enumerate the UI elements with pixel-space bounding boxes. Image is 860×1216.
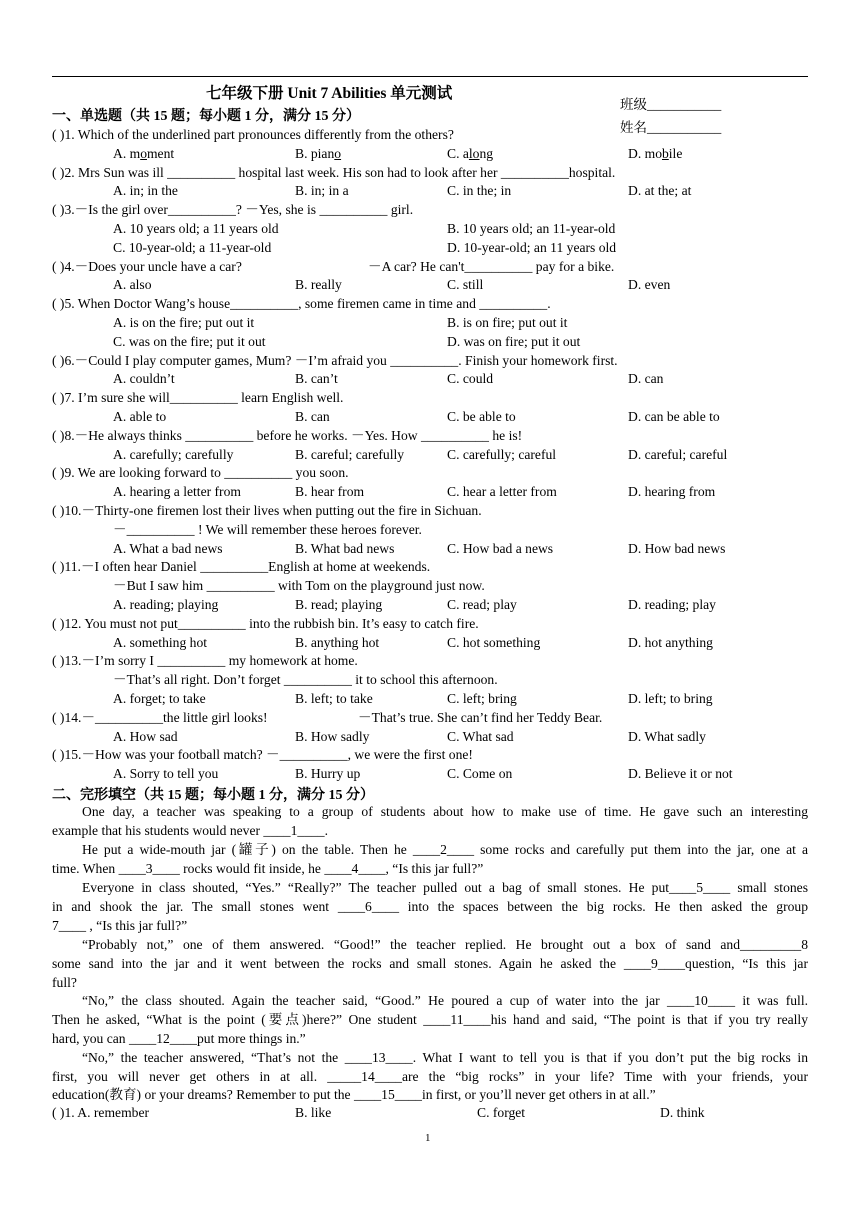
answer-option[interactable]: C. What sad bbox=[447, 728, 514, 744]
answer-option[interactable]: A. in; in the bbox=[113, 183, 178, 199]
answer-option[interactable]: A. able to bbox=[113, 409, 167, 424]
underlined-letters: b bbox=[661, 145, 669, 161]
answer-option[interactable]: C. in the; in bbox=[447, 183, 512, 199]
passage-line: full? bbox=[52, 975, 77, 990]
passage-line: “Probably not,” one of them answered. “Good!” the teacher replied. He brought out a box of sand and_________8 bbox=[82, 937, 808, 952]
question-stem[interactable]: ( )5. When Doctor Wang’s house__________, some firemen came in time and __________. bbox=[52, 296, 551, 312]
question-stem[interactable]: ( )8.－He always thinks __________ before he works. －Yes. How __________ he is! bbox=[52, 427, 523, 443]
underlined-letters: o bbox=[334, 145, 342, 161]
question-stem: －That’s true. She can’t find her Teddy Bear. bbox=[358, 709, 603, 725]
answer-option[interactable]: D. Believe it or not bbox=[628, 766, 733, 782]
passage-line: “No,” the class shouted. Again the teacher said, “Good.” He poured a cup of water into the jar ____10____ it was full. bbox=[82, 993, 808, 1008]
answer-option[interactable]: D. How bad news bbox=[628, 540, 726, 556]
question-stem[interactable]: ( )12. You must not put__________ into the rubbish bin. It’s easy to catch fire. bbox=[52, 615, 479, 631]
answer-option[interactable]: A. something hot bbox=[113, 634, 208, 650]
answer-option[interactable]: D. 10-year-old; an 11 years old bbox=[447, 239, 617, 255]
question-stem[interactable]: ( )3.－Is the girl over__________? －Yes, she is __________ girl. bbox=[52, 202, 414, 218]
answer-option[interactable]: B. read; playing bbox=[295, 597, 383, 612]
answer-option[interactable]: A. What a bad news bbox=[113, 540, 223, 556]
page-title: 七年级下册 Unit 7 Abilities 单元测试 bbox=[206, 85, 453, 102]
question-stem[interactable]: ( )10.－Thirty-one firemen lost their lives when putting out the fire in Sichuan. bbox=[52, 503, 482, 518]
answer-option[interactable]: B. left; to take bbox=[295, 691, 373, 706]
class-field[interactable]: 班级___________ bbox=[620, 97, 722, 112]
question-stem[interactable]: ( )13.－I’m sorry I __________ my homework at home. bbox=[52, 653, 358, 669]
page-number: 1 bbox=[425, 1132, 431, 1144]
answer-option[interactable]: C. be able to bbox=[447, 409, 516, 424]
answer-option[interactable]: A. forget; to take bbox=[113, 691, 206, 706]
answer-option[interactable]: B. piano bbox=[295, 145, 342, 161]
answer-option[interactable]: D. even bbox=[628, 277, 671, 293]
question-stem[interactable]: ( )15.－How was your football match? －__________, we were the first one! bbox=[52, 747, 473, 763]
cloze-option[interactable]: D. think bbox=[660, 1105, 705, 1120]
answer-option[interactable]: B. Hurry up bbox=[295, 766, 361, 782]
name-field[interactable]: 姓名___________ bbox=[620, 120, 722, 135]
passage-line: Then he asked, “What is the point (要点)here?” One student ____11____his hand and said, “The point is that if you try really bbox=[52, 1012, 808, 1027]
passage-line: One day, a teacher was speaking to a group of students about how to make use of time. He gave such an interesting bbox=[82, 804, 808, 819]
answer-option[interactable]: B. anything hot bbox=[295, 634, 380, 650]
answer-option[interactable]: A. hearing a letter from bbox=[113, 484, 241, 500]
section1-heading: 一、单选题（共 15 题；每小题 1 分，满分 15 分） bbox=[52, 109, 360, 124]
answer-option[interactable]: A. Sorry to tell you bbox=[113, 766, 219, 782]
answer-option[interactable]: D. hot anything bbox=[628, 634, 713, 650]
question-stem[interactable]: ( )9. We are looking forward to __________ you soon. bbox=[52, 465, 349, 481]
passage-line: first, you will never get others in at all. _____14____are the “big rocks” in your life? Time with your friends, your bbox=[52, 1069, 808, 1084]
answer-option[interactable]: B. 10 years old; an 11-year-old bbox=[447, 221, 616, 236]
answer-option[interactable]: A. carefully; carefully bbox=[113, 446, 234, 462]
answer-option[interactable]: A. moment bbox=[113, 145, 175, 161]
answer-option[interactable]: D. can be able to bbox=[628, 409, 720, 424]
answer-option[interactable]: A. reading; playing bbox=[113, 597, 219, 612]
answer-option[interactable]: C. hot something bbox=[447, 634, 541, 650]
answer-option[interactable]: C. Come on bbox=[447, 766, 513, 782]
answer-option[interactable]: C. carefully; careful bbox=[447, 446, 557, 462]
passage-line: education(教育) or your dreams? Remember to put the ____15____in first, or you’ll never get others in at all.” bbox=[52, 1087, 656, 1102]
question-stem: －__________ ! We will remember these heroes forever. bbox=[113, 521, 422, 537]
question-stem: －A car? He can't__________ pay for a bike. bbox=[368, 258, 615, 274]
answer-option[interactable]: C. hear a letter from bbox=[447, 484, 557, 500]
answer-option[interactable]: D. was on fire; put it out bbox=[447, 333, 581, 349]
answer-option[interactable]: B. careful; carefully bbox=[295, 446, 405, 462]
passage-line: some sand into the jar and it went between the rocks and small stones. Again he asked the ____9____question, “Is this jar bbox=[52, 956, 808, 971]
answer-option[interactable]: D. hearing from bbox=[628, 484, 716, 500]
passage-line: He put a wide-mouth jar (罐子) on the table. Then he ____2____ some rocks and carefully put them into the jar, one at a bbox=[82, 842, 808, 857]
answer-option[interactable]: C. along bbox=[447, 145, 494, 161]
passage-line: time. When ____3____ rocks would fit inside, he ____4____, “Is this jar full?” bbox=[52, 861, 484, 876]
question-stem[interactable]: ( )2. Mrs Sun was ill __________ hospital last week. His son had to look after her __________hospital. bbox=[52, 164, 616, 180]
question-stem[interactable]: ( )11.－I often hear Daniel __________English at home at weekends. bbox=[52, 559, 431, 575]
answer-option[interactable]: A. also bbox=[113, 277, 152, 293]
passage-line: 7____ , “Is this jar full?” bbox=[52, 918, 188, 933]
answer-option[interactable]: C. 10-year-old; a 11-year-old bbox=[113, 239, 272, 255]
answer-option[interactable]: D. mobile bbox=[628, 145, 683, 161]
answer-option[interactable]: D. at the; at bbox=[628, 183, 692, 199]
answer-option[interactable]: D. left; to bring bbox=[628, 691, 713, 706]
question-stem[interactable]: ( )7. I’m sure she will__________ learn English well. bbox=[52, 390, 344, 406]
question-stem[interactable]: ( )14.－__________the little girl looks! bbox=[52, 709, 268, 725]
answer-option[interactable]: A. 10 years old; a 11 years old bbox=[113, 221, 279, 236]
question-stem[interactable]: ( )1. Which of the underlined part pronounces differently from the others? bbox=[52, 127, 454, 142]
answer-option[interactable]: B. What bad news bbox=[295, 540, 395, 556]
answer-option[interactable]: D. can bbox=[628, 371, 664, 387]
answer-option[interactable]: A. is on the fire; put out it bbox=[113, 315, 255, 330]
answer-option[interactable]: C. still bbox=[447, 277, 484, 293]
passage-line: Everyone in class shouted, “Yes.” “Really?” The teacher pulled out a bag of small stones. He put____5____ small stones bbox=[82, 880, 808, 895]
question-stem: －That’s all right. Don’t forget __________ it to school this afternoon. bbox=[113, 672, 498, 688]
question-stem[interactable]: ( )6.－Could I play computer games, Mum? －I’m afraid you __________. Finish your homework first. bbox=[52, 352, 618, 368]
answer-option[interactable]: C. left; bring bbox=[447, 691, 517, 706]
passage-line: hard, you can ____12____put more things in.” bbox=[52, 1031, 306, 1046]
cloze-question-1[interactable]: ( )1. A. remember bbox=[52, 1105, 150, 1120]
answer-option[interactable]: C. was on the fire; put it out bbox=[113, 333, 266, 349]
header-rule bbox=[52, 76, 808, 77]
answer-option[interactable]: B. can’t bbox=[295, 371, 338, 387]
answer-option[interactable]: B. is on fire; put out it bbox=[447, 315, 568, 330]
answer-option[interactable]: C. could bbox=[447, 371, 494, 387]
passage-line: in and shook the jar. The small stones went ____6____ into the spaces between the big rocks. He then asked the group bbox=[52, 899, 808, 914]
answer-option[interactable]: B. can bbox=[295, 409, 330, 424]
answer-option[interactable]: B. in; in a bbox=[295, 183, 349, 199]
answer-option[interactable]: B. hear from bbox=[295, 484, 365, 500]
answer-option[interactable]: D. careful; careful bbox=[628, 446, 728, 462]
answer-option[interactable]: D. What sadly bbox=[628, 728, 706, 744]
question-stem[interactable]: ( )4.－Does your uncle have a car? bbox=[52, 258, 242, 274]
question-stem: －But I saw him __________ with Tom on the playground just now. bbox=[113, 578, 485, 594]
passage-line: example that his students would never ____1____. bbox=[52, 823, 328, 838]
answer-option[interactable]: A. How sad bbox=[113, 728, 178, 744]
cloze-option[interactable]: C. forget bbox=[477, 1105, 526, 1120]
passage-line: “No,” the teacher answered, “That’s not the ____13____. What I want to tell you is that if you don’t put the big rocks in bbox=[82, 1050, 808, 1065]
answer-option[interactable]: B. How sadly bbox=[295, 728, 370, 744]
underlined-letters: lo bbox=[468, 145, 480, 161]
answer-option[interactable]: B. really bbox=[295, 277, 342, 293]
answer-option[interactable]: C. read; play bbox=[447, 597, 517, 612]
answer-option[interactable]: C. How bad a news bbox=[447, 540, 554, 556]
section2-heading: 二、完形填空（共 15 题；每小题 1 分，满分 15 分） bbox=[52, 788, 374, 803]
answer-option[interactable]: A. couldn’t bbox=[113, 371, 175, 387]
answer-option[interactable]: D. reading; play bbox=[628, 597, 716, 612]
cloze-option[interactable]: B. like bbox=[295, 1105, 332, 1120]
underlined-letters: o bbox=[140, 145, 147, 161]
